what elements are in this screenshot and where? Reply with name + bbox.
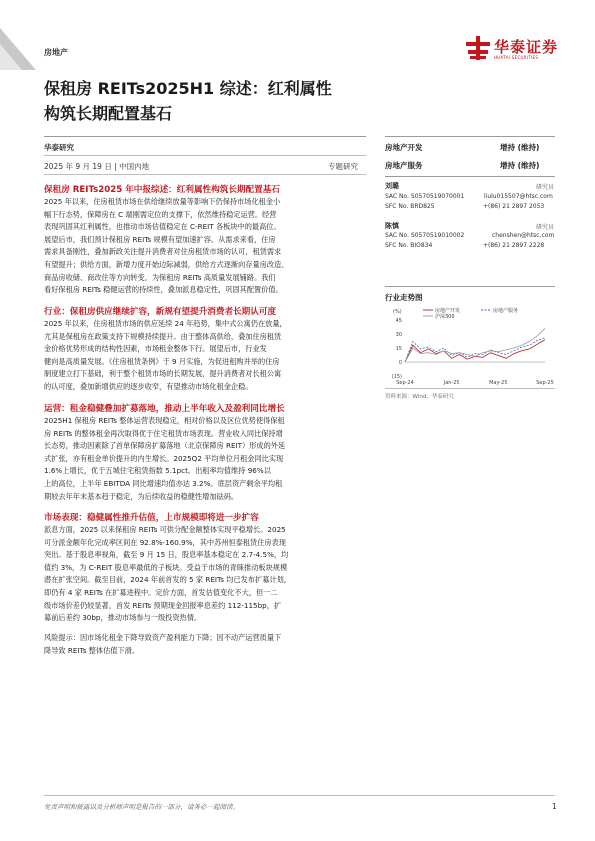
rating-bottom-rule (385, 176, 555, 177)
y-axis-label: (%) (393, 309, 402, 315)
analyst-email[interactable]: liulu015507@htsc.com (484, 193, 553, 200)
chart-source: 资料来源：Wind，华泰研究 (385, 394, 454, 400)
meta-divider-bottom (44, 174, 366, 175)
series-line (405, 328, 545, 362)
title-divider (44, 136, 366, 137)
paragraph-line: 商品房收储、商改住等方向转变，为保租房 REITs 高质量发展铺路。我们 (44, 272, 276, 282)
risk-line: 降导致 REITs 整体估值下滑。 (44, 645, 140, 655)
series-line (405, 340, 545, 362)
huatai-logo-icon (466, 36, 490, 60)
paragraph-line: 上的高位，上半年 EBITDA 同比增速均值亦达 3.2%。底层资产剩余平均租 (44, 478, 283, 488)
legend-label: 房地产服务 (493, 307, 519, 314)
paragraph-line: 期较去年年末基本趋于稳定，为后续收益的稳健性增加砝码。 (44, 491, 239, 501)
logo-text-cn: 华泰证券 (494, 38, 559, 56)
paragraph-line: 尤其是保租房在政策支持下规模持续提升。由于整体高供给，叠加住房租赁 (44, 331, 282, 341)
analyst-email[interactable]: chenshen@htsc.com (492, 232, 555, 239)
report-title-line: 保租房 REITs2025H1 综述：红利属性 (44, 79, 332, 98)
rating-sector: 房地产服务 (385, 161, 423, 170)
y-tick-label: 45 (395, 318, 402, 324)
report-region: 中国内地 (119, 162, 150, 171)
y-tick-label: 15 (395, 346, 402, 352)
analyst-sac: SAC No. S0570519010002 (385, 232, 465, 239)
analyst-sac: SAC No. S0570519070001 (385, 193, 465, 200)
paragraph-line: 看好保租房 REITs 稳健运营的持续性，叠加派息稳定性，巩固其配置价值。 (44, 285, 283, 295)
paragraph-line: 有望提升；供给方面，新增力度开始边际减弱，供给方式逐渐向存量房改造、 (44, 259, 289, 269)
y-tick-label: 0 (398, 360, 402, 366)
legend-label: 房地产开发 (435, 307, 461, 314)
industry-trend-chart (385, 306, 555, 386)
analyst-phone: +(86) 21 2897 2053 (483, 203, 545, 210)
chart-bottom-rule (385, 388, 555, 389)
paragraph-line: 健向是高质量发展。《住房租赁条例》于 9 月实施，为促进租购并举的住房 (44, 356, 280, 366)
x-tick-label: Sep-24 (396, 380, 414, 386)
paragraph-line: 幅下行态势，保障房在 C 端刚需定位的支撑下，依然维持稳定运营。经营 (44, 209, 277, 219)
paragraph-line: 2025H1 保租房 REITs 整体运营表现稳定，相对价格以及区位优势使得保租 (44, 416, 285, 425)
report-title (44, 76, 374, 126)
header-decoration-inner (0, 44, 22, 70)
analyst-sfc: SFC No. BRD825 (385, 203, 435, 210)
x-tick-label: Jan-25 (443, 380, 460, 386)
analyst-name: 陈慎 (385, 222, 399, 230)
company-logo (466, 34, 586, 64)
section-heading: 运营：租金稳健叠加扩募落地，推动上半年收入及盈利同比增长 (44, 404, 285, 414)
paragraph-line: 房 REITs 的整体租金再次取得优于住宅租赁市场表现。营业收入同比保持增 (44, 428, 283, 438)
paragraph-line: 1.6%上增长，优于五城住宅租赁指数 5.1pct。出租率均值维持 96%以 (44, 466, 271, 476)
logo-text-en: HUATAI SECURITIES (494, 55, 539, 60)
chart-top-rule (385, 286, 555, 287)
paragraph-line: 派息方面，2025 以来保租房 REITs 可供分配金额整体实现平稳增长。2025 (44, 525, 286, 534)
report-title-line: 构筑长期配置基石 (44, 104, 173, 123)
paragraph-line: 表现巩固其红利属性，也推动市场估值稳定在 C-REIT 各板块中的最高位。 (44, 222, 281, 232)
paragraph-line: 展望后市，我们预计保租房 REITs 规模有望加速扩容。从需求来看，住房 (44, 234, 276, 244)
section-paragraph (44, 196, 366, 297)
paragraph-line: 的认可度，叠加新增供应的逐步收窄，有望推动市场化租金企稳。 (44, 381, 253, 391)
paragraph-line: 可分派金额年化完成率区间在 92.8%-160.9%，其中苏州恒泰租赁住房表现 (44, 537, 286, 547)
rating-value: 增持 (维持) (500, 161, 540, 170)
page-number: 1 (552, 802, 557, 811)
risk-warning (44, 632, 366, 657)
x-tick-label: May-25 (489, 380, 508, 386)
analyst-name: 刘璐 (385, 182, 399, 190)
section-paragraph (44, 524, 366, 625)
report-type: 专题研究 (328, 162, 358, 171)
rating-value: 增持 (维持) (500, 143, 540, 152)
section-heading: 市场表现：稳健属性推升估值，上市规模即将进一步扩容 (44, 513, 259, 523)
paragraph-line: 突出。基于股息率视角，截至 9 月 15 日，股息率基本稳定在 2.7-4.5%，均 (44, 550, 289, 560)
analyst-role: 研究员 (536, 184, 555, 191)
paragraph-line: 2025 年以来，住房租赁市场的供应延续 24 年趋势，集中式公寓仍在放量， (44, 319, 287, 328)
paragraph-line: 2025 年以来，住房租赁市场在供给继续放量等影响下仍保持市场化租金小 (44, 197, 281, 206)
y-tick-label: (15) (391, 374, 402, 380)
header-category: 房地产 (44, 48, 68, 57)
y-tick-label: 30 (395, 332, 402, 338)
paragraph-line: 募前后差约 30bp，推动市场参与一级投资热情。 (44, 613, 202, 623)
analyst-phone: +(86) 21 2897 2228 (483, 242, 545, 249)
paragraph-line: 级市场价差仍较显著，首发 REITs 预期现金回报率息差约 112-115bp，扩 (44, 600, 282, 610)
paragraph-line: 需求具备刚性，叠加新政关注提升消费者对住房租赁市场的认可，租赁需求 (44, 247, 282, 257)
research-org: 华泰研究 (44, 143, 74, 152)
rating-top-rule (385, 136, 555, 137)
paragraph-line: 潜在扩张空间。截至目前，2024 年前首发的 5 家 REITs 均已发布扩募计划， (44, 575, 291, 585)
legend-label: 沪深300 (435, 313, 455, 320)
report-date: 2025 年 9 月 19 日 (44, 162, 112, 171)
analyst-sfc: SFC No. BIO834 (385, 242, 433, 249)
risk-line: 风险提示：因市场化租金下降导致资产盈利能力下降；因不动产运营质量下 (44, 633, 282, 642)
meta-divider (44, 155, 366, 156)
analyst-role: 研究员 (536, 224, 555, 231)
section-paragraph (44, 318, 366, 394)
trend-chart-title: 行业走势图 (385, 293, 423, 302)
section-heading: 行业：保租房供应继续扩容，新规有望提升消费者长期认可度 (44, 307, 277, 317)
rating-sector: 房地产开发 (385, 143, 423, 152)
report-date-region: 2025 年 9 月 19 日 | 中国内地 (44, 162, 150, 171)
paragraph-line: 值约 3%，为 C-REIT 股息率最低的子板块。受益于市场的青睐推动板块规模 (44, 562, 288, 572)
paragraph-line: 即仍有 4 家 REITs 在扩募进程中。定价方面，首发估值变化不大，但一二 (44, 587, 278, 597)
paragraph-line: 制度建立打下基础，利于整个租赁市场的长期发展，提升消费者对长租公寓 (44, 369, 282, 379)
x-tick-label: Sep-25 (536, 380, 554, 386)
rating-row (385, 160, 423, 171)
rating-row (385, 142, 423, 153)
disclaimer-footer: 免责声明和披露以及分析师声明是报告的一部分，请务必一起阅读。 (44, 803, 239, 811)
paragraph-line: 金价格优势形成的结构性因素，市场租金整体下行。展望后市，行业发 (44, 344, 267, 354)
footer-rule (44, 795, 555, 796)
paragraph-line: 长态势，推动因素除了首单保障房扩募落地（北京保障房 REIT）形成的外延 (44, 441, 286, 451)
section-paragraph (44, 415, 366, 503)
paragraph-line: 式扩张，亦有租金单价提升的内生增长。2025Q2 平均单位月租金同比实现 (44, 453, 284, 463)
section-heading: 保租房 REITs2025 年中报综述：红利属性构筑长期配置基石 (44, 185, 280, 195)
